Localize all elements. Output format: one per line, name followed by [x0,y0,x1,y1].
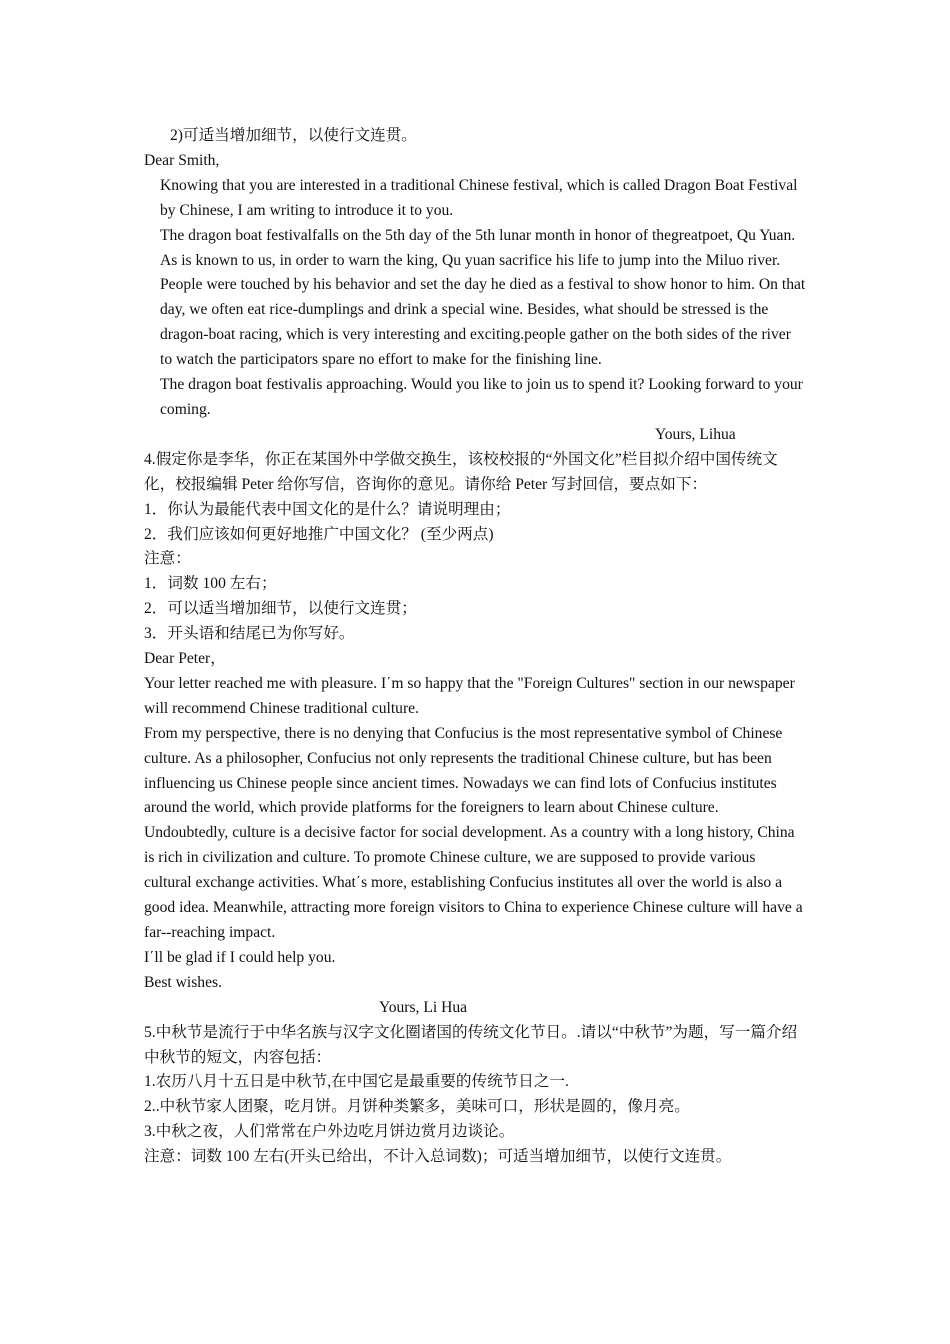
question5-prompt: 5.中秋节是流行于中华名族与汉字文化圈诸国的传统文化节日。.请以“中秋节”为题，写一篇介绍中秋节的短文，内容包括： [144,1023,798,1066]
letter2-greeting: Dear Peter， [144,650,226,668]
question5-point-2: 2..中秋节家人团聚，吃月饼。月饼种类繁多，美味可口，形状是圆的，像月亮。 [144,1098,690,1116]
document-body [144,124,806,1170]
question4-note-2: 2．可以适当增加细节，以使行文连贯； [144,600,417,618]
section3-note-2: 2)可适当增加细节，以使行文连贯。 [170,127,417,144]
letter2-paragraph-3: Undoubtedly, culture is a decisive factor for social development. As a country with a long history, China is rich in civilization and culture. To promote Chinese culture, we are supposed to provide various cultural exchange activities. What΄s more, establishing Confucius institutes all over the world is also a good idea. Meanwhile, attracting more foreign visitors to China to experience Chinese culture will have a far--reaching impact. [144,824,803,941]
question4-note-3: 3．开头语和结尾已为你写好。 [144,625,355,643]
question4-note-title: 注意： [144,550,191,568]
question4-point-1: 1．你认为最能代表中国文化的是什么？请说明理由； [144,500,511,518]
letter2-paragraph-2: From my perspective, there is no denying that Confucius is the most representative symbol of Chinese culture. As a philosopher, Confucius not only represents the traditional Chinese culture, but has been influencing us Chinese people since ancient times. Nowadays we can find lots of Confucius institutes around the world, which provide platforms for the foreigners to learn about Chinese culture. [144,724,783,817]
letter2-paragraph-4: I΄ll be glad if I could help you. [144,948,336,966]
letter1-paragraph-3: The dragon boat festivalis approaching. Would you like to join us to spend it? Looking forward to your coming. [160,376,803,418]
letter2-paragraph-1: Your letter reached me with pleasure. I΄m so happy that the "Foreign Cultures" section in our newspaper will recommend Chinese traditional culture. [144,674,795,717]
question4-prompt: 4.假定你是李华，你正在某国外中学做交换生，该校校报的“外国文化”栏目拟介绍中国传统文化，校报编辑 Peter 给你写信，咨询你的意见。请你给 Peter 写封回信，要点如下： [144,450,778,493]
letter1-greeting: Dear Smith, [144,151,220,169]
question4-note-1: 1．词数 100 左右； [144,575,277,593]
question5-note: 注意：词数 100 左右(开头已给出，不计入总词数)；可适当增加细节，以使行文连贯。 [144,1148,732,1166]
question5-point-3: 3.中秋之夜，人们常常在户外边吃月饼边赏月边谈论。 [144,1123,515,1141]
letter2-signoff: Yours, Li Hua [379,998,468,1016]
question4-point-2: 2．我们应该如何更好地推广中国文化？ (至少两点) [144,525,494,543]
letter1-signoff: Yours, Lihua [655,425,736,443]
letter1-paragraph-2: The dragon boat festivalfalls on the 5th day of the 5th lunar month in honor of thegreatpoet, Qu Yuan. As is known to us, in order to warn the king, Qu yuan sacrifice his life to jump into the Miluo river. People were touched by his behavior and set the day he died as a festival to show honor to him. On that day, we often eat rice-dumplings and drink a special wine. Besides, what should be stressed is the dragon-boat racing, which is very interesting and exciting.people gather on the both sides of the river to watch the participators spare no effort to make for the finishing line. [160,226,806,369]
letter1-paragraph-1: Knowing that you are interested in a traditional Chinese festival, which is called Dragon Boat Festival by Chinese, I am writing to introduce it to you. [160,176,798,219]
question5-point-1: 1.农历八月十五日是中秋节,在中国它是最重要的传统节日之一. [144,1073,569,1091]
letter2-closing: Best wishes. [144,973,222,991]
